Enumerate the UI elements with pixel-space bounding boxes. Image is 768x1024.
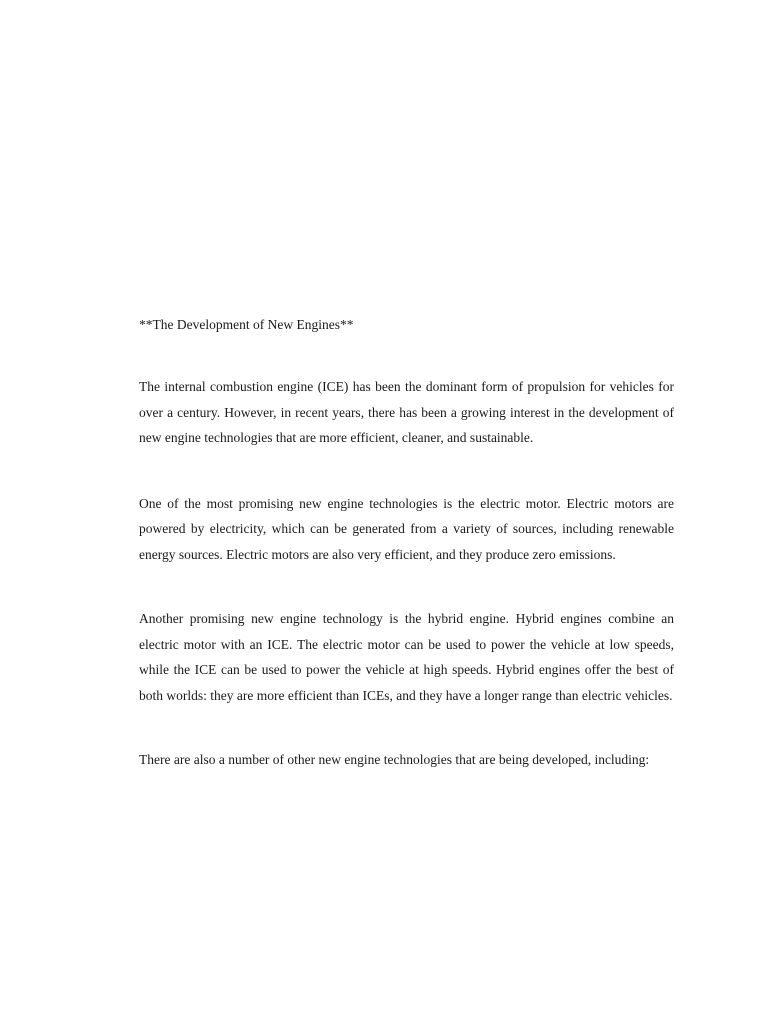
document-title: **The Development of New Engines**	[139, 317, 354, 332]
paragraph-electric-motor: One of the most promising new engine technologies is the electric motor. Electric motors are powered by electricity, which can be generated from a variety of sources, including renewable energy sources. Electric motors are also very efficient, and they produce zero emissions.	[139, 495, 674, 562]
paragraph-other-technologies: There are also a number of other new engine technologies that are being developed, including:	[139, 752, 650, 767]
paragraph-hybrid-engine: Another promising new engine technology is the hybrid engine. Hybrid engines combine an electric motor with an ICE. The electric motor can be used to power the vehicle at low speeds, while the ICE can be used to power the vehicle at high speeds. Hybrid engines offer the best of both worlds: they are more efficient than ICEs, and they have a longer range than electric vehicles.	[139, 611, 674, 703]
document-page	[139, 312, 674, 773]
paragraph-ice-intro: The internal combustion engine (ICE) has been the dominant form of propulsion for vehicles for over a century. However, in recent years, there has been a growing interest in the development of new engine technologies that are more efficient, cleaner, and sustainable.	[139, 379, 674, 445]
